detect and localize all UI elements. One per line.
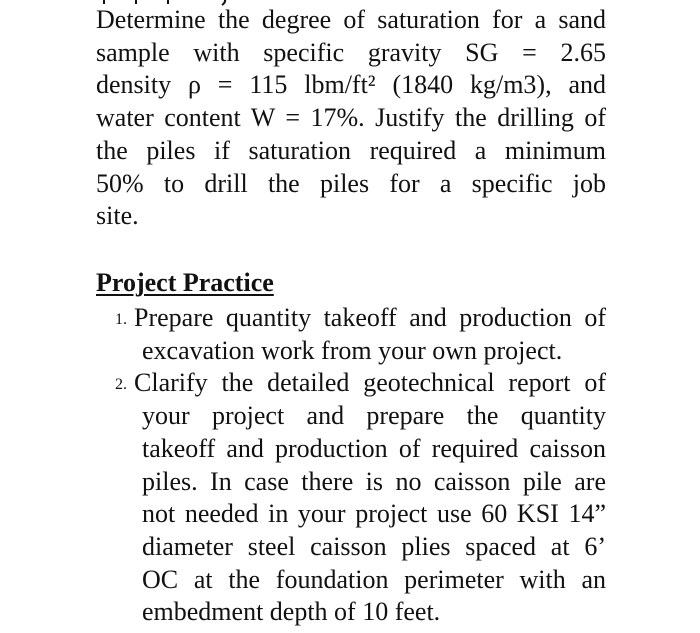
list-item-line: takeoff and production of required caisson [142,433,606,463]
problem-line: site. [96,201,139,231]
list-item-line: piles. In case there is no caisson pile are [142,466,606,496]
list-item-line: Prepare quantity takeoff and production of [134,303,606,332]
practice-list [96,302,606,629]
list-item-line: excavation work from your own project. [142,335,563,365]
list-item-line: your project and prepare the quantity [142,401,606,431]
problem-line: water content W = 17%. Justify the drilling of [96,103,606,133]
list-item-line: not needed in your project use 60 KSI 14” [142,499,606,529]
problem-line: sample with specific gravity SG = 2.65 [96,37,606,67]
list-item-line: diameter steel caisson plies spaced at 6’ [142,531,606,561]
problem-statement [96,4,606,233]
list-number: 2. [115,376,127,394]
problem-line: Determine the degree of saturation for a sand [96,5,606,34]
problem-line: 50% to drill the piles for a specific job [96,168,606,198]
problem-line: density ρ = 115 lbm/ft² (1840 kg/m3), and [96,70,606,100]
list-item-line: Clarify the detailed geotechnical report of [134,368,606,398]
list-item [96,302,606,367]
list-item-line: embedment depth of 10 feet. [142,597,441,627]
list-number: 1. [115,311,127,328]
list-item [96,367,606,629]
section-heading: Project Practice [96,268,274,297]
list-item-line: OC at the foundation perimeter with an [142,564,606,594]
problem-line: the piles if saturation required a minimum [96,135,606,165]
